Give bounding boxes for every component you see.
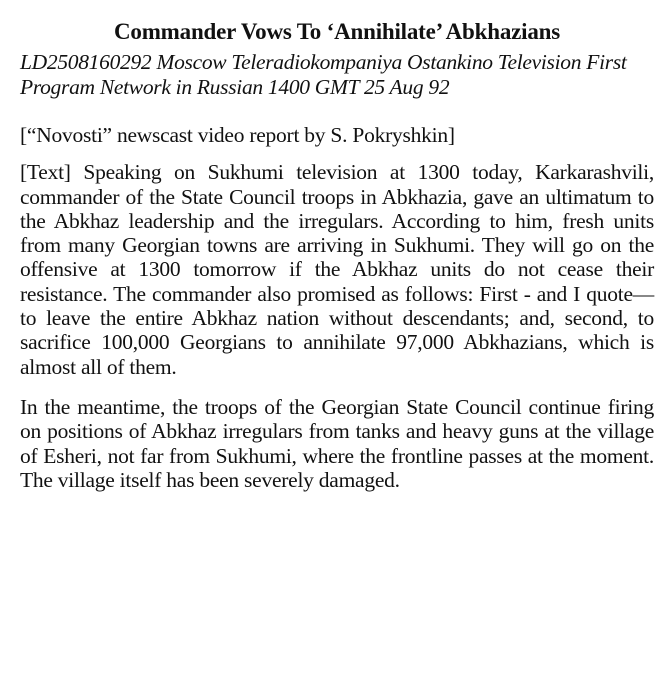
article (20, 18, 654, 508)
article-headline: Commander Vows To ‘Annihilate’ Abkhazians (114, 19, 560, 44)
body-paragraph-1: [Text] Speaking on Sukhumi television at 1300 today, Karkarashvili, commander of the State Council troops in Abkhazia, gave an ultimatum to the Abkhaz leadership and the irregulars. According to him, fresh units from many Georgian towns are arriving in Sukhumi. They will go on the offensive at 1300 tomorrow if the Abkhaz units do not cease their resistance. The commander also promised as follows: First - and I quote—to leave the entire Abkhaz nation without descendants; and, second, to sacrifice 100,000 Georgians to annihilate 97,000 Abkhazians, which is almost all of them. (20, 160, 654, 379)
article-dateline: LD2508160292 Moscow Teleradiokompaniya Ostankino Television First Program Network in Russian 1400 GMT 25 Aug 92 (20, 50, 627, 99)
body-paragraph-2: In the meantime, the troops of the Georgian State Council continue firing on positions of Abkhaz irregulars from tanks and heavy guns at the village of Esheri, not far from Sukhumi, where the frontline passes at the moment. The village itself has been severely damaged. (20, 394, 654, 492)
source-note: [“Novosti” newscast video report by S. Pokryshkin] (20, 123, 455, 147)
